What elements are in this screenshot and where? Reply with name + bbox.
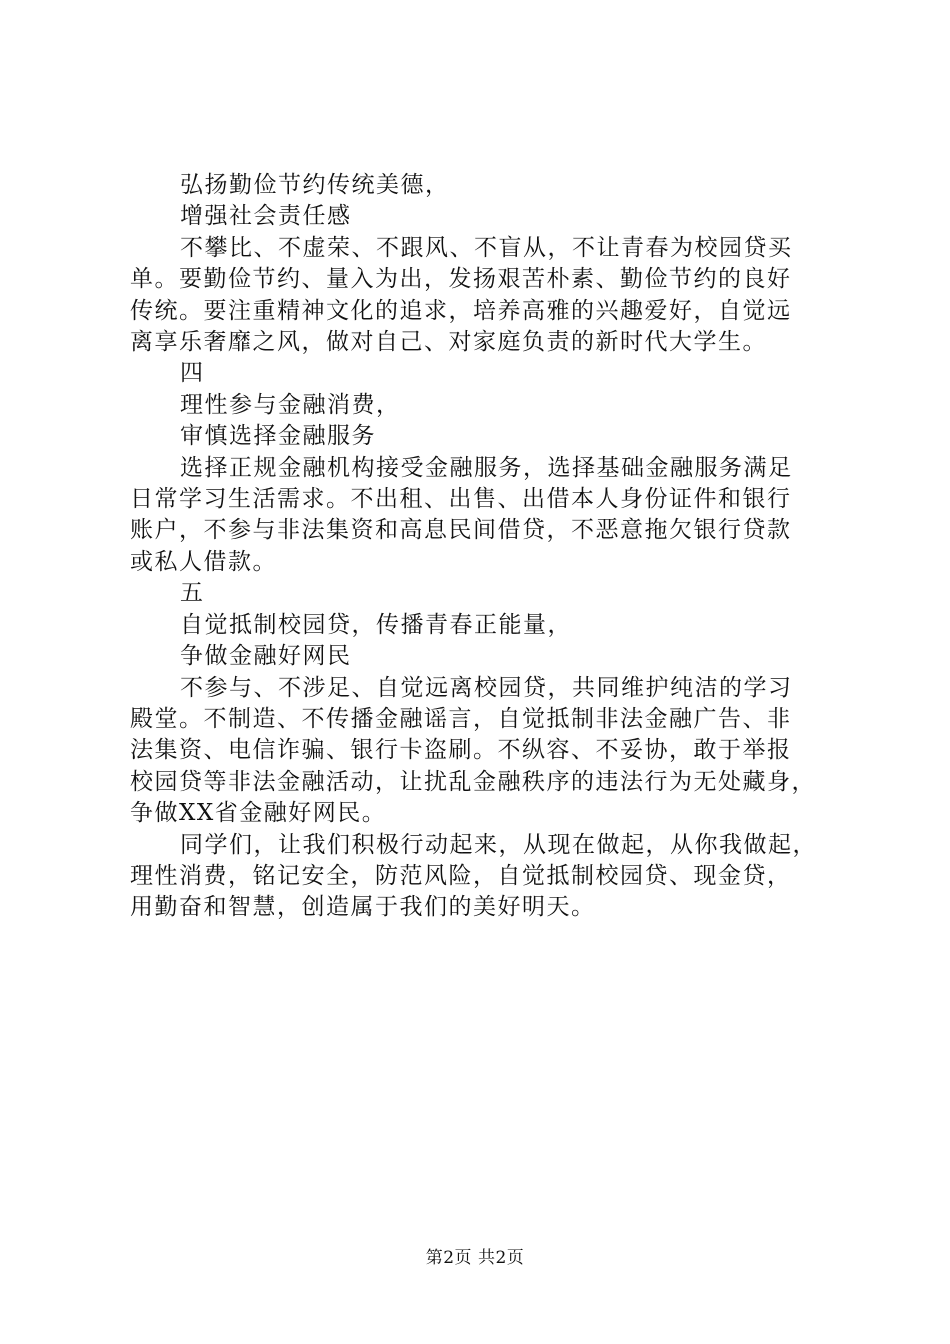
paragraph-line: 不参与、不涉足、自觉远离校园贷，共同维护纯洁的学习 [180, 674, 793, 701]
section-heading: 审慎选择金融服务 [180, 423, 376, 450]
paragraph-line: 离享乐奢靡之风，做对自己、对家庭负责的新时代大学生。 [130, 329, 767, 356]
paragraph-line: 不攀比、不虚荣、不跟风、不盲从，不让青春为校园贷买 [180, 234, 793, 261]
section-heading: 增强社会责任感 [180, 203, 352, 230]
paragraph-line: 殿堂。不制造、不传播金融谣言，自觉抵制非法金融广告、非 [130, 705, 792, 732]
paragraph-line: 单。要勤俭节约、量入为出，发扬艰苦朴素、勤俭节约的良好 [130, 266, 792, 293]
document-body [130, 170, 830, 924]
paragraph-line: 账户，不参与非法集资和高息民间借贷，不恶意拖欠银行贷款 [130, 517, 792, 544]
paragraph-line: 用勤奋和智慧，创造属于我们的美好明天。 [130, 894, 596, 921]
paragraph-line: 争做XX省金融好网民。 [130, 800, 387, 827]
section-heading: 弘扬勤俭节约传统美德， [180, 172, 450, 198]
paragraph-line: 法集资、电信诈骗、银行卡盗刷。不纵容、不妥协，敢于举报 [130, 737, 792, 764]
section-heading: 理性参与金融消费， [180, 391, 401, 418]
paragraph-line: 传统。要注重精神文化的追求，培养高雅的兴趣爱好，自觉远 [130, 297, 792, 324]
paragraph-line: 理性消费，铭记安全，防范风险，自觉抵制校园贷、现金贷， [130, 862, 792, 889]
page-number-footer: 第2页 共2页 [425, 1248, 525, 1268]
paragraph-line: 选择正规金融机构接受金融服务，选择基础金融服务满足 [180, 454, 793, 481]
paragraph-line: 或私人借款。 [130, 548, 277, 575]
paragraph-line: 同学们，让我们积极行动起来，从现在做起，从你我做起， [180, 831, 817, 858]
section-number: 四 [180, 360, 205, 387]
paragraph-line: 校园贷等非法金融活动，让扰乱金融秩序的违法行为无处藏身， [130, 768, 816, 795]
section-heading: 争做金融好网民 [180, 643, 352, 670]
paragraph-line: 日常学习生活需求。不出租、出售、出借本人身份证件和银行 [130, 486, 792, 513]
section-heading: 自觉抵制校园贷，传播青春正能量， [180, 611, 572, 638]
section-number: 五 [180, 580, 205, 607]
